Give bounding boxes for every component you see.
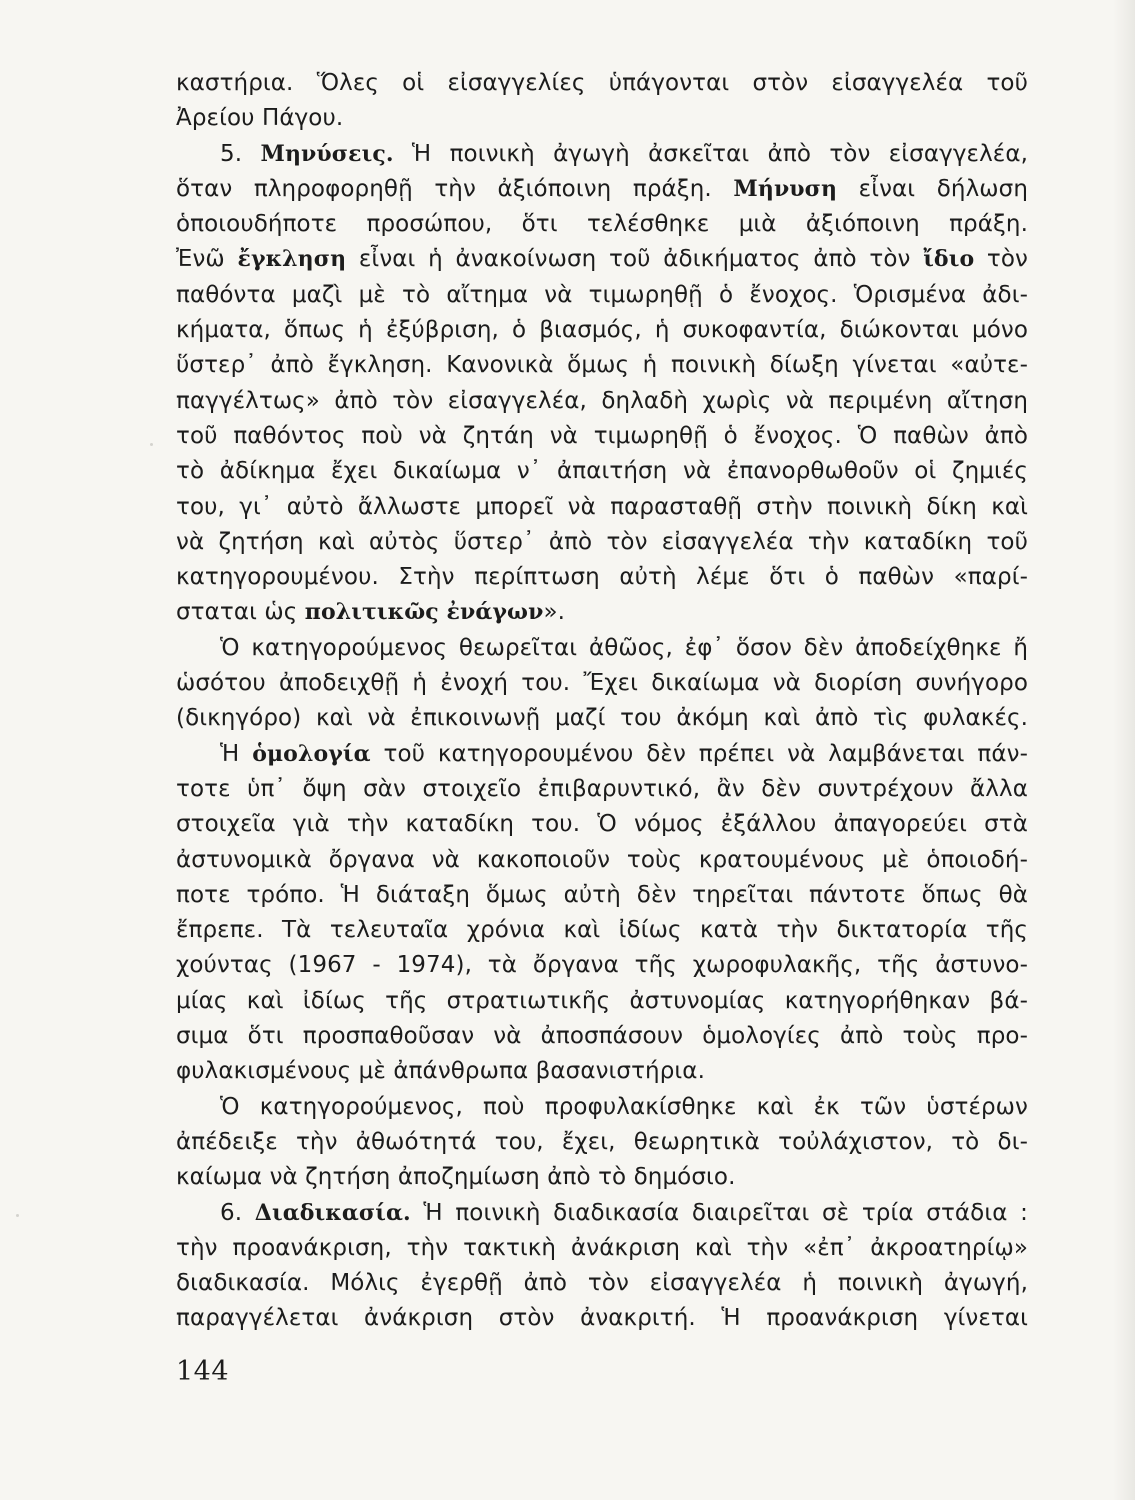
body-text: [176, 66, 1028, 1337]
text-line: Ἀρείου Πάγου.: [176, 105, 344, 132]
text-fragment: ὅταν πληροφορηθῇ τὴν ἀξιόποινη πράξη.: [176, 175, 734, 202]
page-edge-shadow: [1113, 0, 1135, 1500]
text-line: κήματα, ὅπως ἡ ἐξύβριση, ὁ βιασμός, ἡ συκοφαντία, διώκονται μόνο: [176, 317, 1028, 344]
text-line: μίας καὶ ἰδίως τῆς στρατιωτικῆς ἀστυνομίας κατηγορήθηκαν βά-: [176, 987, 1028, 1014]
text-fragment: Ἡ ποινικὴ ἀγωγὴ ἀσκεῖται ἀπὸ τὸν εἰσαγγελέα,: [393, 140, 1028, 167]
text-line: φυλακισμένους μὲ ἀπάνθρωπα βασανιστήρια.: [176, 1058, 705, 1085]
text-line: παθόντα μαζὶ μὲ τὸ αἴτημα νὰ τιμωρηθῇ ὁ ἔνοχος. Ὁρισμένα ἀδι-: [176, 281, 1028, 308]
text-line: τὴν προανάκριση, τὴν τακτικὴ ἀνάκριση καὶ τὴν «ἐπ᾽ ἀκροατηρίῳ»: [176, 1234, 1028, 1261]
text-line: χούντας (1967 - 1974), τὰ ὄργανα τῆς χωροφυλακῆς, τῆς ἀστυνο-: [176, 952, 1028, 979]
bold-term: Μηνύσεις.: [260, 140, 394, 167]
bold-term: πολιτικῶς ἐνάγων: [304, 599, 544, 626]
text-line: [176, 1196, 1028, 1231]
text-line: ποτε τρόπο. Ἡ διάταξη ὅμως αὐτὴ δὲν τηρεῖται πάντοτε ὅπως θὰ: [176, 881, 1028, 908]
text-fragment: Ἡ: [220, 740, 253, 767]
text-fragment: σταται ὡς: [176, 599, 305, 626]
text-fragment: τὸν: [974, 246, 1029, 273]
text-line: ὡσότου ἀποδειχθῇ ἡ ἐνοχή του. Ἔχει δικαίωμα νὰ διορίση συνήγορο: [176, 670, 1028, 697]
text-line: ὁποιουδήποτε προσώπου, ὅτι τελέσθηκε μιὰ ἀξιόποινη πράξη.: [176, 211, 1028, 238]
text-line: νὰ ζητήση καὶ αὐτὸς ὕστερ᾽ ἀπὸ τὸν εἰσαγγελέα τὴν καταδίκη τοῦ: [176, 528, 1028, 555]
text-fragment: Ἐνῶ: [176, 246, 238, 273]
text-fragment: εἶναι ἡ ἀνακοίνωση τοῦ ἀδικήματος ἀπὸ τὸν: [346, 246, 924, 273]
text-line: ἀπέδειξε τὴν ἀθωότητά του, ἔχει, θεωρητικὰ τοὐλάχιστον, τὸ δι-: [176, 1128, 1028, 1155]
text-line: παραγγέλεται ἀνάκριση στὸν ἀνακριτή. Ἡ προανάκριση γίνεται: [176, 1305, 1028, 1332]
text-line: τοῦ παθόντος ποὺ νὰ ζητάη νὰ τιμωρηθῇ ὁ ἔνοχος. Ὁ παθὼν ἀπὸ: [176, 422, 1028, 449]
bold-term: Μήνυση: [733, 175, 838, 202]
text-line: τοτε ὑπ᾽ ὄψη σὰν στοιχεῖο ἐπιβαρυντικό, ἂν δὲν συντρέχουν ἄλλα: [176, 775, 1028, 802]
text-line: ἔπρεπε. Τὰ τελευταῖα χρόνια καὶ ἰδίως κατὰ τὴν δικτατορία τῆς: [176, 917, 1028, 944]
text-fragment: Ἡ ποινικὴ διαδικασία διαιρεῖται σὲ τρία στάδια :: [410, 1199, 1028, 1226]
text-line: καστήρια. Ὅλες οἱ εἰσαγγελίες ὑπάγονται στὸν εἰσαγγελέα τοῦ: [176, 70, 1028, 96]
text-fragment: 5.: [220, 140, 261, 167]
text-line: Ὁ κατηγορούμενος, ποὺ προφυλακίσθηκε καὶ ἐκ τῶν ὑστέρων: [220, 1093, 1028, 1120]
text-line: [176, 137, 1028, 172]
text-line: καίωμα νὰ ζητήση ἀποζημίωση ἀπὸ τὸ δημόσιο.: [176, 1164, 736, 1191]
text-fragment: ».: [543, 599, 566, 626]
text-line: παγγέλτως» ἀπὸ τὸν εἰσαγγελέα, δηλαδὴ χωρὶς νὰ περιμένη αἴτηση: [176, 387, 1028, 414]
text-line: κατηγορουμένου. Στὴν περίπτωση αὐτὴ λέμε ὅτι ὁ παθὼν «παρί-: [176, 564, 1028, 591]
text-line: του, γι᾽ αὐτὸ ἄλλωστε μπορεῖ νὰ παρασταθῇ στὴν ποινικὴ δίκη καὶ: [176, 493, 1028, 520]
page-number: 144: [176, 1356, 230, 1387]
text-fragment: τοῦ κατηγορουμένου δὲν πρέπει νὰ λαμβάνεται πάν-: [370, 740, 1028, 767]
scan-speck: [150, 443, 153, 446]
text-line: [176, 737, 1028, 772]
text-line: ὕστερ᾽ ἀπὸ ἔγκληση. Κανονικὰ ὅμως ἡ ποινικὴ δίωξη γίνεται «αὐτε-: [176, 352, 1028, 379]
text-line: τὸ ἀδίκημα ἔχει δικαίωμα ν᾽ ἀπαιτήση νὰ ἐπανορθωθοῦν οἱ ζημιές: [176, 458, 1028, 485]
text-line: [176, 172, 1028, 207]
scan-speck: [16, 1214, 19, 1217]
text-line: Ὁ κατηγορούμενος θεωρεῖται ἀθῶος, ἐφ᾽ ὅσον δὲν ἀποδείχθηκε ἤ: [220, 634, 1028, 661]
bold-term: Διαδικασία.: [254, 1199, 411, 1226]
text-fragment: 6.: [220, 1199, 255, 1226]
text-line: [176, 595, 1028, 630]
bold-term: ὁμολογία: [252, 740, 371, 767]
text-line: σιμα ὅτι προσπαθοῦσαν νὰ ἀποσπάσουν ὁμολογίες ἀπὸ τοὺς προ-: [176, 1023, 1028, 1050]
bold-term: ἴδιο: [923, 246, 975, 273]
text-line: (δικηγόρο) καὶ νὰ ἐπικοινωνῇ μαζί του ἀκόμη καὶ ἀπὸ τὶς φυλακές.: [176, 705, 1028, 732]
text-line: ἀστυνομικὰ ὄργανα νὰ κακοποιοῦν τοὺς κρατουμένους μὲ ὁποιοδή-: [176, 846, 1028, 873]
text-line: [176, 242, 1028, 277]
bold-term: ἔγκληση: [237, 246, 347, 273]
text-fragment: εἶναι δήλωση: [837, 175, 1029, 202]
text-line: διαδικασία. Μόλις ἐγερθῇ ἀπὸ τὸν εἰσαγγελέα ἡ ποινικὴ ἀγωγή,: [176, 1270, 1028, 1297]
text-line: στοιχεῖα γιὰ τὴν καταδίκη του. Ὁ νόμος ἐξάλλου ἀπαγορεύει στὰ: [176, 811, 1028, 838]
